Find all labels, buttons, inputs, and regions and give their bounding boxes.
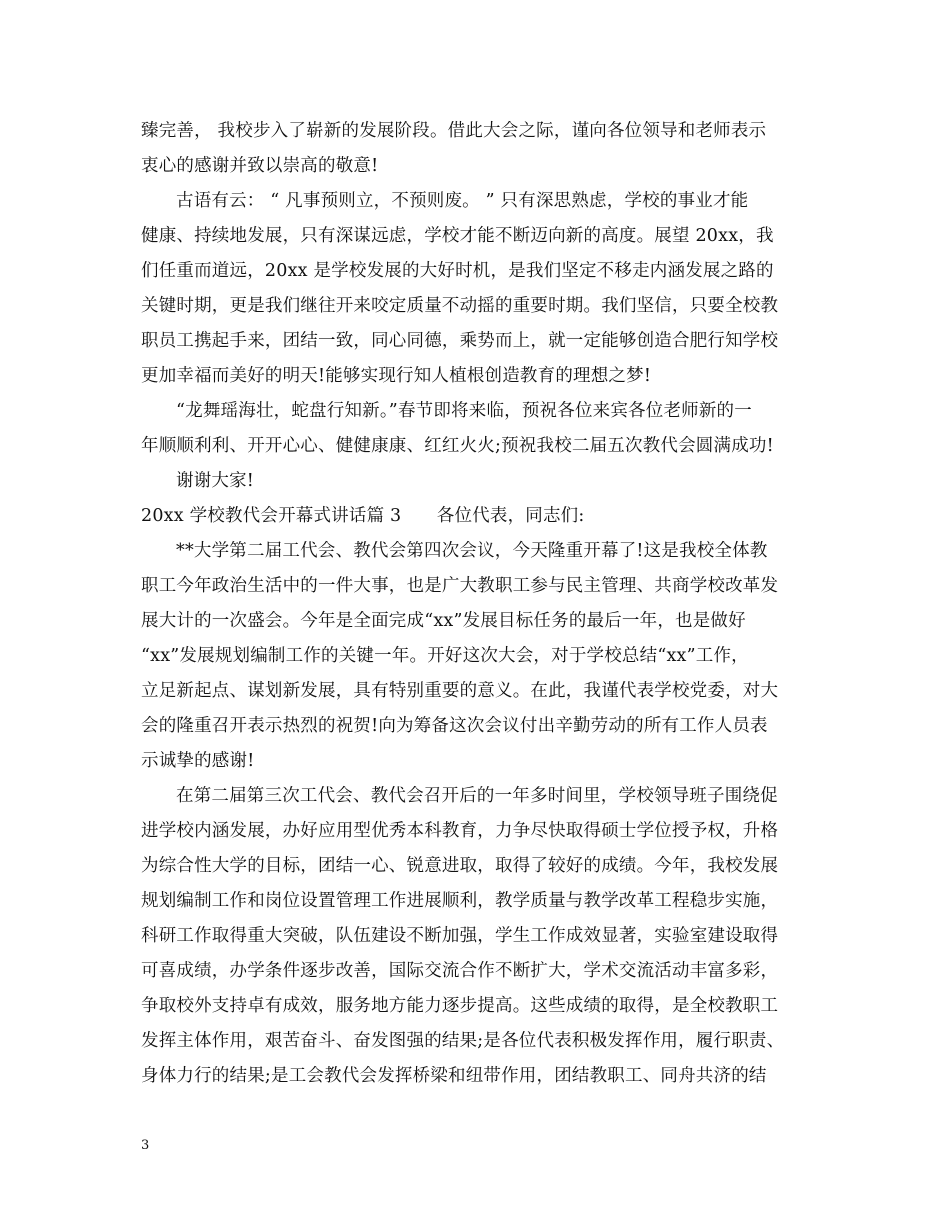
text-line: 立足新起点、谋划新发展，具有特别重要的意义。在此，我谨代表学校党委，对大 <box>141 681 779 701</box>
text-line: 规划编制工作和岗位设置管理工作进展顺利，教学质量与教学改革工程稳步实施， <box>141 891 779 911</box>
page-number: 3 <box>141 1138 150 1153</box>
paragraph-start: **大学第二届工代会、教代会第四次会议，今天隆重开幕了!这是我校全体教 <box>176 541 768 561</box>
text-line: 可喜成绩，办学条件逐步改善，国际交流合作不断扩大，学术交流活动丰富多彩， <box>141 961 779 981</box>
text-line: 科研工作取得重大突破，队伍建设不断加强，学生工作成效显著，实验室建设取得 <box>141 926 779 946</box>
text-line: 关键时期，更是我们继往开来咬定质量不动摇的重要时期。我们坚信，只要全校教 <box>141 296 779 316</box>
paragraph-start: 古语有云： “ 凡事预则立，不预则废。 ” 只有深思熟虑，学校的事业才能 <box>176 191 749 211</box>
text-line: 争取校外支持卓有成效，服务地方能力逐步提高。这些成绩的取得，是全校教职工 <box>141 996 779 1016</box>
text-line: 展大计的一次盛会。今年是全面完成“xx”发展目标任务的最后一年，也是做好 <box>141 611 746 631</box>
text-line: 会的隆重召开表示热烈的祝贺!向为筹备这次会议付出辛勤劳动的所有工作人员表 <box>141 716 768 736</box>
text-line: 健康、持续地发展，只有深谋远虑，学校才能不断迈向新的高度。展望 20xx，我 <box>141 226 774 246</box>
text-line: 衷心的感谢并致以崇高的敬意! <box>141 156 379 176</box>
text-line: 发挥主体作用，艰苦奋斗、奋发图强的结果;是各位代表积极发挥作用，履行职责、 <box>141 1031 785 1051</box>
text-line: 职工今年政治生活中的一件大事，也是广大教职工参与民主管理、共商学校改革发 <box>141 576 779 596</box>
paragraph-start: 谢谢大家! <box>176 471 255 491</box>
section-heading: 20xx 学校教代会开幕式讲话篇 3 各位代表，同志们: <box>141 506 585 526</box>
text-line: 为综合性大学的目标，团结一心、锐意进取，取得了较好的成绩。今年，我校发展 <box>141 856 779 876</box>
text-line: 身体力行的结果;是工会教代会发挥桥梁和纽带作用，团结教职工、同舟共济的结 <box>141 1066 767 1086</box>
paragraph-start: 在第二届第三次工代会、教代会召开后的一年多时间里，学校领导班子围绕促 <box>176 786 778 806</box>
text-line: 进学校内涵发展，办好应用型优秀本科教育，力争尽快取得硕士学位授予权，升格 <box>141 821 779 841</box>
text-line: 职员工携起手来，团结一致，同心同德，乘势而上，就一定能够创造合肥行知学校 <box>141 331 779 351</box>
text-line: 更加幸福而美好的明天!能够实现行知人植根创造教育的理想之梦! <box>141 366 652 386</box>
paragraph-start: “龙舞瑶海壮，蛇盘行知新。”春节即将来临，预祝各位来宾各位老师新的一 <box>176 401 752 421</box>
text-line: 年顺顺利利、开开心心、健健康康、红红火火;预祝我校二届五次教代会圆满成功! <box>141 436 774 456</box>
text-line: 示诚挚的感谢! <box>141 751 255 771</box>
text-line: 们任重而道远，20xx 是学校发展的大好时机，是我们坚定不移走内涵发展之路的 <box>141 261 774 281</box>
text-line: 臻完善， 我校步入了崭新的发展阶段。借此大会之际，谨向各位领导和老师表示 <box>141 121 767 141</box>
text-line: “xx”发展规划编制工作的关键一年。开好这次大会，对于学校总结“xx”工作， <box>141 646 749 666</box>
